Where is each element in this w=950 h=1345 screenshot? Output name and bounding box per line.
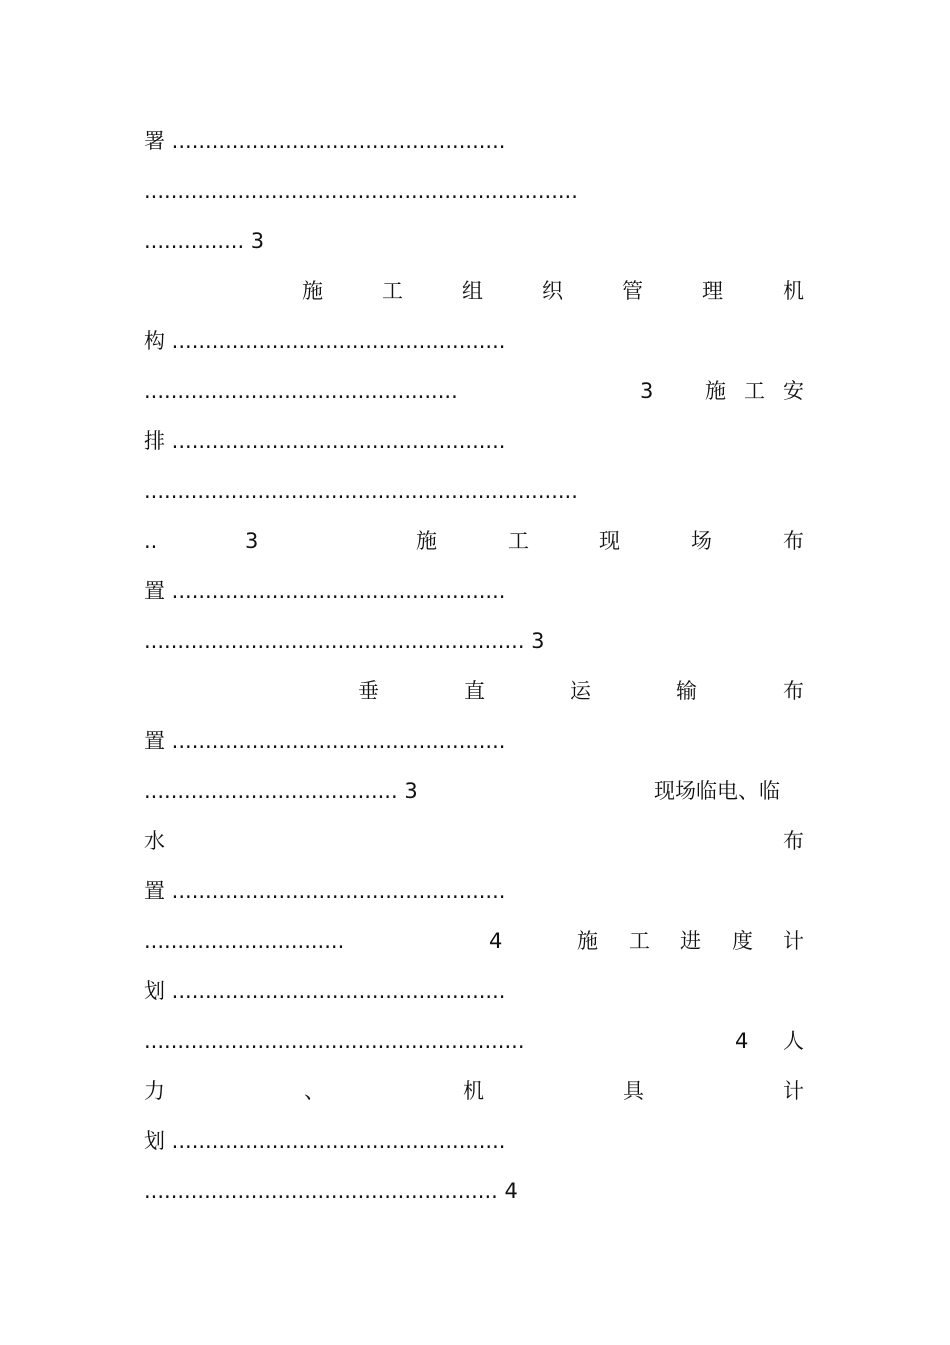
toc-page-number: 4 [735,1029,749,1053]
toc-line [144,226,806,256]
toc-line [144,426,806,456]
toc-char: 、 [304,1079,325,1103]
toc-char: 垂 [358,679,379,703]
toc-char: 进 [680,929,701,953]
toc-line [144,1026,806,1056]
toc-text: 划 .................................................. [144,979,506,1003]
toc-leader-dots: ............................................... [144,379,458,403]
toc-char: 工 [744,379,765,403]
toc-heading-line [144,1076,806,1106]
toc-char: 布 [783,529,804,553]
toc-leader-dots: ................................................................. [144,179,578,203]
toc-page-number: 3 [640,379,654,403]
toc-leader-dots: ......................................................... [144,1029,525,1053]
toc-line [144,1126,806,1156]
toc-text: ............... 3 [144,229,265,253]
toc-char: 度 [732,929,753,953]
toc-char: 施 [416,529,437,553]
toc-line [144,626,806,656]
toc-text: 现场临电、临 [654,779,780,803]
toc-text: 划 .................................................. [144,1129,506,1153]
toc-char: 输 [676,679,697,703]
toc-char: 施 [302,279,323,303]
toc-line [144,326,806,356]
toc-line [144,926,806,956]
toc-line [144,526,806,556]
toc-text: 置 .................................................. [144,879,506,903]
toc-text: 置 .................................................. [144,729,506,753]
toc-text: 排 .................................................. [144,429,506,453]
toc-line [144,176,806,206]
toc-line [144,476,806,506]
toc-char: 场 [691,529,712,553]
toc-char: 机 [463,1079,484,1103]
toc-char: 现 [599,529,620,553]
toc-char: 组 [462,279,483,303]
toc-leader-dots: .. [144,529,158,553]
toc-line [144,1176,806,1206]
toc-text: ......................................................... 3 [144,629,545,653]
toc-char: 力 [144,1079,165,1103]
toc-text: 构 .................................................. [144,329,506,353]
toc-line [144,726,806,756]
toc-line [144,776,806,806]
toc-heading-line [144,276,806,306]
toc-line [144,126,806,156]
toc-page-number: 4 [489,929,503,953]
toc-char: 计 [783,929,804,953]
toc-line [144,876,806,906]
toc-text: 置 .................................................. [144,579,506,603]
toc-line [144,576,806,606]
toc-leader-dots: ................................................................. [144,479,578,503]
toc-char: 人 [783,1029,804,1053]
toc-char: 施 [577,929,598,953]
toc-char: 布 [783,679,804,703]
toc-leader-dots: .............................. [144,929,345,953]
toc-text: 署 .................................................. [144,129,506,153]
toc-char: 水 [144,829,165,853]
toc-char: 机 [783,279,804,303]
toc-line [144,976,806,1006]
toc-heading-line [144,676,806,706]
toc-char: 安 [783,379,804,403]
toc-text: ...................................... 3 [144,779,418,803]
toc-line [144,826,806,856]
toc-page-number: 3 [245,529,259,553]
toc-char: 工 [508,529,529,553]
toc-char: 布 [783,829,804,853]
toc-char: 施 [705,379,726,403]
toc-text: ..................................................... 4 [144,1179,518,1203]
toc-char: 理 [702,279,723,303]
toc-char: 具 [623,1079,644,1103]
toc-char: 管 [622,279,643,303]
toc-char: 工 [382,279,403,303]
toc-line [144,376,806,406]
toc-char: 直 [464,679,485,703]
toc-char: 运 [570,679,591,703]
toc-char: 织 [542,279,563,303]
toc-char: 工 [629,929,650,953]
toc-char: 计 [783,1079,804,1103]
